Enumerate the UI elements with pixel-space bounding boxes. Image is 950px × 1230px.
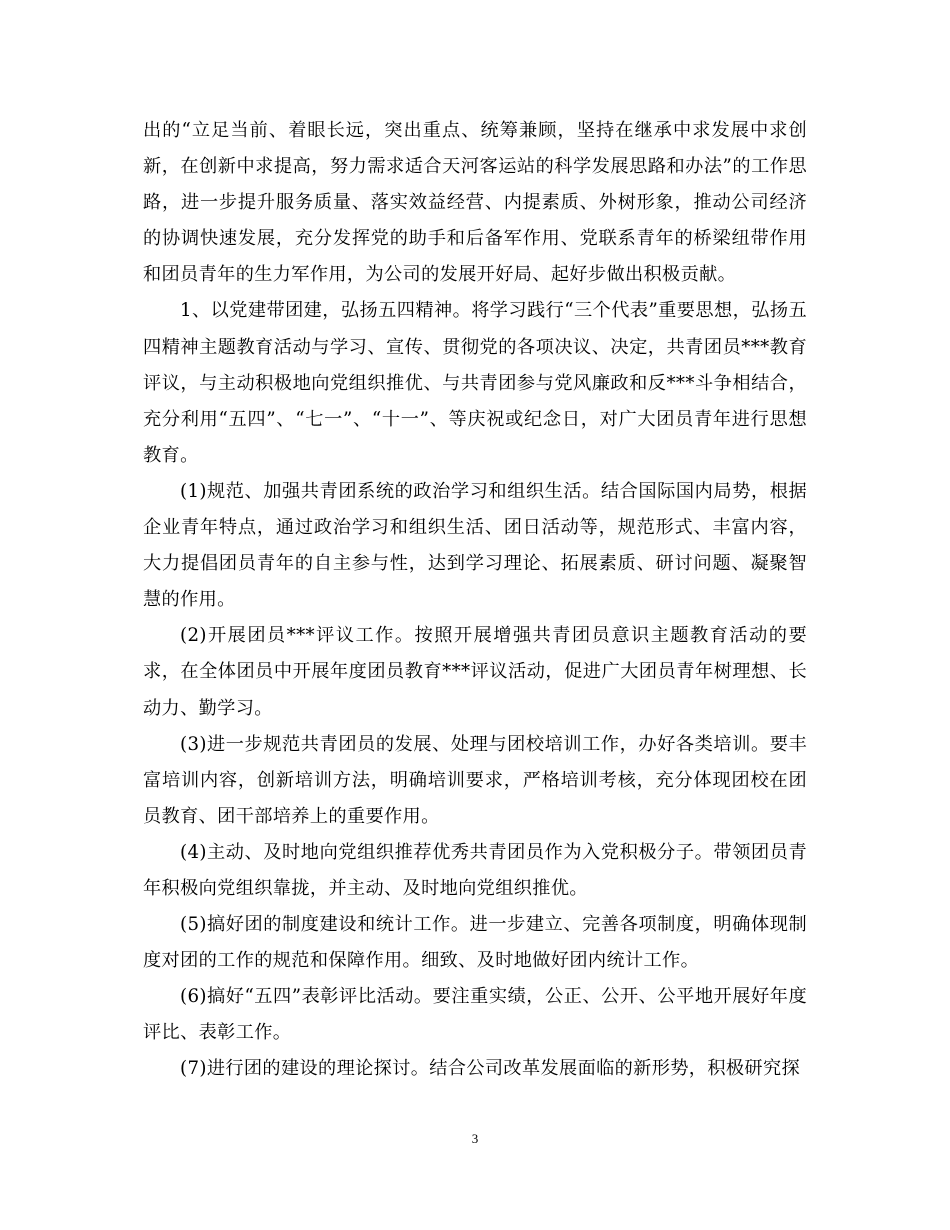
page-number: 3 — [471, 1131, 479, 1146]
paragraph-item-1: (1)规范、加强共青团系统的政治学习和组织生活。结合国际国内局势，根据企业青年特点，通过政治学习和组织生活、团日活动等，规范形式、丰富内容，大力提倡团员青年的自主参与性，达到学习理论、拓展素质、研讨问题、凝聚智慧的作用。 — [143, 480, 807, 611]
paragraph-item-2: (2)开展团员***评议工作。按照开展增强共青团员意识主题教育活动的要求，在全体团员中开展年度团员教育***评议活动，促进广大团员青年树理想、长动力、勤学习。 — [143, 625, 807, 719]
document-body — [143, 113, 807, 1088]
paragraph-item-3: (3)进一步规范共青团员的发展、处理与团校培训工作，办好各类培训。要丰富培训内容，创新培训方法，明确培训要求，严格培训考核，充分体现团校在团员教育、团干部培养上的重要作用。 — [143, 733, 807, 827]
paragraph-item-6: (6)搞好“五四”表彰评比活动。要注重实绩，公正、公开、公平地开展好年度评比、表彰工作。 — [143, 986, 807, 1044]
paragraph-item-5: (5)搞好团的制度建设和统计工作。进一步建立、完善各项制度，明确体现制度对团的工作的规范和保障作用。细致、及时地做好团内统计工作。 — [143, 914, 807, 972]
paragraph-section-1: 1、以党建带团建，弘扬五四精神。将学习践行“三个代表”重要思想，弘扬五四精神主题教育活动与学习、宣传、贯彻党的各项决议、决定，共青团员***教育评议，与主动积极地向党组织推优、与共青团参与党风廉政和反***斗争相结合，充分利用“五四”、“七一”、“十一”、等庆祝或纪念日，对广大团员青年进行思想教育。 — [143, 300, 807, 466]
paragraph-item-7: (7)进行团的建设的理论探讨。结合公司改革发展面临的新形势，积极研究探 — [180, 1058, 801, 1080]
paragraph-item-4: (4)主动、及时地向党组织推荐优秀共青团员作为入党积极分子。带领团员青年积极向党组织靠拢，并主动、及时地向党组织推优。 — [143, 841, 807, 899]
paragraph-continuation: 出的“立足当前、着眼长远，突出重点、统筹兼顾，坚持在继承中求发展中求创新，在创新中求提高，努力需求适合天河客运站的科学发展思路和办法”的工作思路，进一步提升服务质量、落实效益经营、内提素质、外树形象，推动公司经济的协调快速发展，充分发挥党的助手和后备军作用、党联系青年的桥梁纽带作用和团员青年的生力军作用，为公司的发展开好局、起好步做出积极贡献。 — [143, 120, 807, 286]
